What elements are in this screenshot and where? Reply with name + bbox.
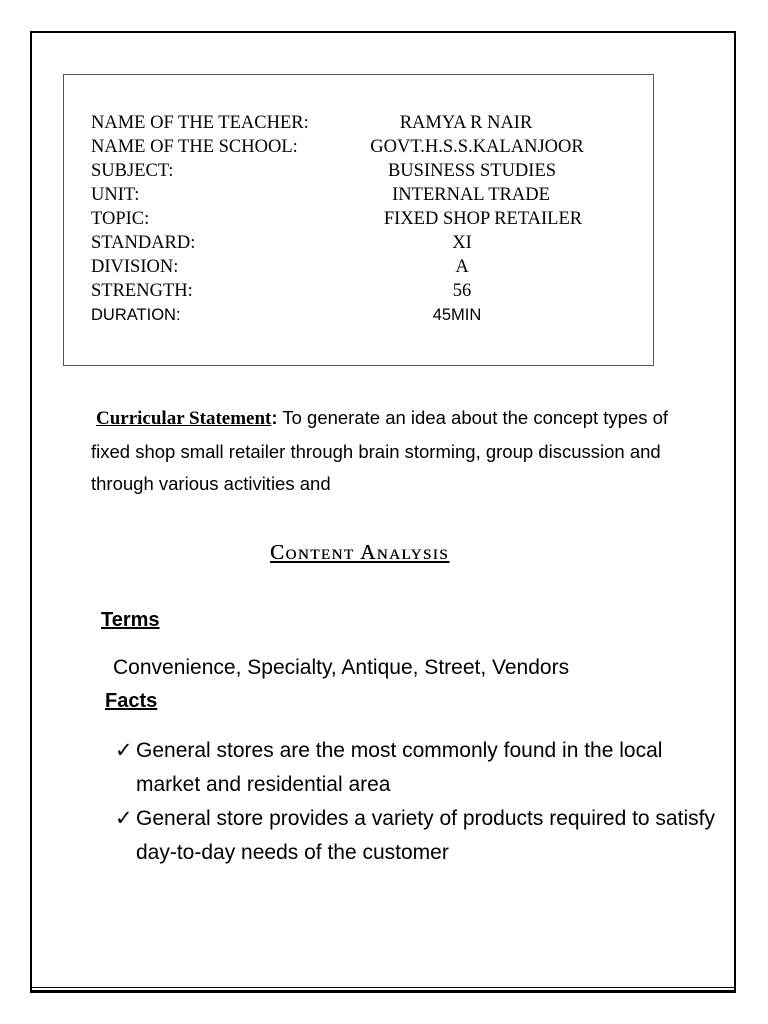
fact-text: General store provides a variety of products required to satisfy day-to-day needs of the customer bbox=[136, 807, 715, 864]
info-row-topic bbox=[91, 207, 583, 231]
checkmark-icon: ✓ bbox=[115, 739, 133, 762]
info-label: NAME OF THE TEACHER: bbox=[91, 113, 309, 133]
fact-item bbox=[115, 802, 715, 870]
info-value: XI bbox=[452, 233, 472, 253]
curricular-statement bbox=[91, 402, 691, 501]
info-label: STRENGTH: bbox=[91, 281, 193, 301]
curricular-label: Curricular Statement bbox=[96, 408, 272, 429]
info-label: TOPIC: bbox=[91, 209, 150, 229]
checkmark-icon: ✓ bbox=[115, 807, 133, 830]
info-label: DURATION: bbox=[91, 306, 181, 324]
curricular-colon: : bbox=[271, 407, 278, 428]
info-value: 56 bbox=[452, 281, 472, 301]
facts-list bbox=[115, 734, 715, 870]
info-row-standard bbox=[91, 231, 472, 255]
info-label: STANDARD: bbox=[91, 233, 196, 253]
facts-heading: Facts bbox=[105, 690, 158, 712]
fact-item bbox=[115, 734, 715, 802]
info-row-unit bbox=[91, 183, 550, 207]
curricular-text: To generate an idea about the concept types of fixed shop small retailer through brain storming, group discussion and through various activities and bbox=[91, 407, 669, 494]
info-label: SUBJECT: bbox=[91, 161, 174, 181]
info-value: 45MIN bbox=[432, 306, 482, 324]
info-value: GOVT.H.S.S.KALANJOOR bbox=[370, 137, 584, 157]
info-label: NAME OF THE SCHOOL: bbox=[91, 137, 298, 157]
terms-heading: Terms bbox=[101, 609, 160, 631]
terms-text: Convenience, Specialty, Antique, Street, Vendors bbox=[113, 656, 570, 679]
content-analysis-title: Content Analysis bbox=[270, 540, 450, 564]
info-value: BUSINESS STUDIES bbox=[387, 161, 557, 181]
info-value: FIXED SHOP RETAILER bbox=[383, 209, 583, 229]
info-row-school bbox=[91, 135, 584, 159]
info-row-duration bbox=[91, 303, 482, 327]
info-row-strength bbox=[91, 279, 472, 303]
fact-text: General stores are the most commonly found in the local market and residential area bbox=[136, 739, 663, 796]
info-value: RAMYA R NAIR bbox=[399, 113, 533, 133]
info-value: INTERNAL TRADE bbox=[392, 185, 550, 205]
info-row-division bbox=[91, 255, 469, 279]
info-label: UNIT: bbox=[91, 185, 140, 205]
info-value: A bbox=[455, 257, 469, 277]
info-row-subject bbox=[91, 159, 557, 183]
info-row-teacher bbox=[91, 111, 533, 135]
info-label: DIVISION: bbox=[91, 257, 179, 277]
